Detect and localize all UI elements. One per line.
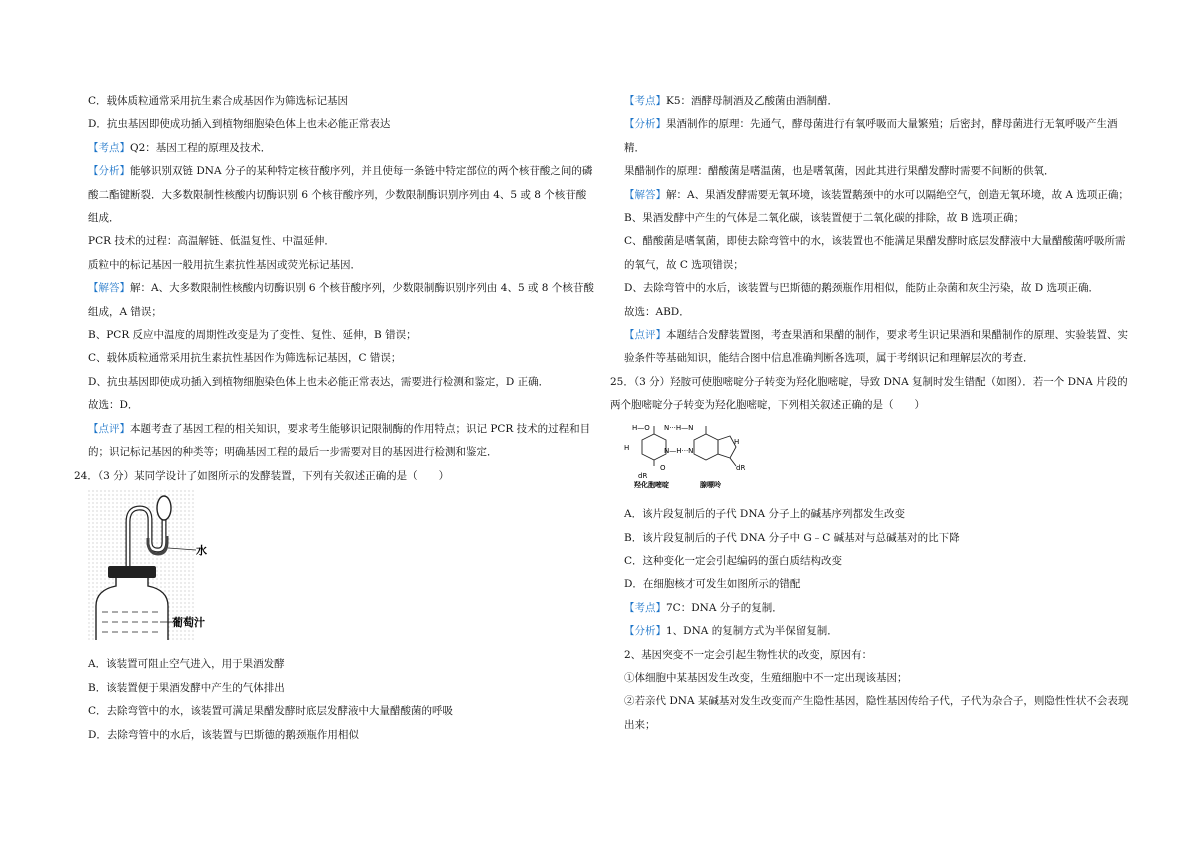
dr-label: dR: [736, 463, 746, 472]
q23-option-d: D．抗虫基因即使成功插入到植物细胞染色体上也未必能正常表达: [88, 118, 391, 131]
q24-option-c: C．去除弯管中的水，该装置可满足果醋发酵时底层发酵液中大量醋酸菌的呼吸: [88, 705, 454, 718]
fermentation-apparatus-diagram: [88, 490, 238, 640]
q23-answer: 故选：D．: [88, 399, 139, 412]
kaodian-text: Q2：基因工程的原理及技术．: [130, 141, 272, 154]
atom-label: H—O: [632, 423, 650, 432]
q23-option-c: C．载体质粒通常采用抗生素合成基因作为筛选标记基因: [88, 95, 349, 107]
fenxi-text: 果酒制作的原理：先通气，酵母菌进行有氧呼吸而大量繁殖；后密封，酵母菌进行无氧呼吸产生酒精．: [624, 118, 1118, 154]
fermentation-apparatus-figure: [88, 490, 594, 649]
dr-label: dR: [638, 471, 648, 480]
fenxi-tag: 【分析】: [624, 625, 666, 638]
q23-jieda-line: B、PCR 反应中温度的周期性改变是为了变性、复性、延伸，B 错误；: [88, 329, 417, 342]
q23-jieda-line: C、载体质粒通常采用抗生素抗性基因作为筛选标记基因，C 错误；: [88, 352, 402, 365]
q23-fenxi: [88, 160, 594, 230]
q24-option-a: A．该装置可阻止空气进入，用于果酒发酵: [88, 658, 285, 671]
kaodian-tag: 【考点】: [624, 601, 666, 614]
bulb: [157, 496, 171, 520]
q24-dianping: [624, 324, 1136, 371]
atom-label: H: [624, 443, 630, 452]
kaodian-text: K5：酒酵母制酒及乙酸菌由酒制醋．: [666, 95, 839, 107]
juice-label: 葡萄汁: [172, 615, 205, 629]
jieda-tag: 【解答】: [624, 188, 666, 201]
q24-jieda-line: B、果酒发酵中产生的气体是二氧化碳，该装置便于二氧化碳的排除，故 B 选项正确；: [624, 212, 1025, 225]
kaodian-tag: 【考点】: [88, 141, 130, 154]
hydroxycytosine-label: 羟化胞嘧啶: [634, 480, 669, 489]
h-bond-label: N···H—N: [664, 423, 694, 432]
h-bond-label: N—H···N: [664, 446, 694, 455]
q25-fenxi-line: ②若亲代 DNA 某碱基对发生改变而产生隐性基因，隐性基因传给子代，子代为杂合子，则隐性性状不会表现出来；: [624, 695, 1129, 731]
q24-option-b: B．该装置便于果酒发酵中产生的气体排出: [88, 681, 285, 694]
q25-fenxi-line: ①体细胞中某基因发生改变，生殖细胞中不一定出现该基因；: [624, 671, 908, 684]
fenxi-tag: 【分析】: [88, 165, 130, 178]
q25-kaodian: [624, 597, 1136, 620]
fenxi-text: 1、DNA 的复制方式为半保留复制．: [666, 625, 838, 638]
base-pair-figure: [624, 420, 1136, 499]
atom-label: O: [660, 463, 666, 472]
q25-option-b: B．该片段复制后的子代 DNA 分子中 G﹣C 碱基对与总碱基对的比下降: [624, 531, 960, 544]
q24-fenxi-line: 果醋制作的原理：醋酸菌是嗜温菌，也是嗜氧菌，因此其进行果醋发酵时需要不间断的供氧．: [624, 165, 1055, 178]
q24-jieda: [624, 184, 1136, 207]
fenxi-tag: 【分析】: [624, 118, 666, 131]
q23-fenxi-line: 质粒中的标记基因一般用抗生素抗性基因或荧光标记基因．: [88, 258, 361, 271]
atom-label: H: [734, 437, 740, 446]
left-column: [74, 90, 594, 747]
pyrimidine-ring: [642, 426, 666, 466]
jieda-text: 解：A、果酒发酵需要无氧环境，该装置鹅颈中的水可以隔绝空气，创造无氧环境，故 A 选项正确；: [666, 188, 1129, 201]
q25-fenxi: [624, 620, 1136, 643]
dianping-text: 本题考查了基因工程的相关知识，要求考生能够识记限制酶的作用特点；识记 PCR 技术的过程和目的；识记标记基因的种类等；明确基因工程的最后一步需要对目的基因进行检测和鉴定．: [88, 422, 591, 459]
jieda-tag: 【解答】: [88, 282, 130, 295]
q23-fenxi-line: PCR 技术的过程：高温解链、低温复性、中温延伸．: [88, 235, 335, 248]
q25-stem: 25．（3 分）羟胺可使胞嘧啶分子转变为羟化胞嘧啶，导致 DNA 复制时发生错配（如图）．若一个 DNA 片段的两个胞嘧啶分子转变为羟化胞嘧啶，下列相关叙述正确的是（ ）: [610, 375, 1128, 412]
q24-option-d: D．去除弯管中的水后，该装置与巴斯德的鹅颈瓶作用相似: [88, 728, 359, 741]
q23-jieda: [88, 277, 594, 324]
q25-option-c: C．这种变化一定会引起编码的蛋白质结构改变: [624, 554, 843, 567]
q23-kaodian: [88, 137, 594, 160]
q23-dianping: [88, 418, 594, 465]
q24-jieda-line: C、醋酸菌是嗜氧菌，即使去除弯管中的水，该装置也不能满足果醋发酵时底层发酵液中大量醋酸菌呼吸所需的氧气，故 C 选项错误；: [624, 235, 1126, 271]
purine-ring: [694, 426, 736, 466]
q25-option-d: D．在细胞核才可发生如图所示的错配: [624, 578, 801, 591]
right-column: [610, 90, 1136, 737]
q25-option-a: A．该片段复制后的子代 DNA 分子上的碱基序列都发生改变: [624, 508, 905, 521]
dianping-tag: 【点评】: [88, 422, 130, 435]
stopper: [108, 566, 156, 578]
q25-fenxi-line: 2、基因突变不一定会引起生物性状的改变，原因有：: [624, 648, 873, 661]
kaodian-tag: 【考点】: [624, 95, 666, 107]
fenxi-text: 能够识别双链 DNA 分子的某种特定核苷酸序列，并且使每一条链中特定部位的两个核苷酸之间的磷酸二酯键断裂．大多数限制性核酸内切酶识别 6 个核苷酸序列，少数限制酶识别序列由 4、5 或 8 个核苷酸组成．: [88, 165, 593, 225]
water-label: 水: [196, 543, 207, 557]
adenine-label: 腺嘌呤: [700, 480, 721, 489]
q24-jieda-line: D、去除弯管中的水后，该装置与巴斯德的鹅颈瓶作用相似，能防止杂菌和灰尘污染，故 D 选项正确．: [624, 282, 1100, 295]
dianping-tag: 【点评】: [624, 329, 666, 342]
jieda-text: 解：A、大多数限制性核酸内切酶识别 6 个核苷酸序列，少数限制酶识别序列由 4、5 或 8 个核苷酸组成，A 错误；: [88, 282, 594, 318]
kaodian-text: 7C：DNA 分子的复制．: [666, 601, 783, 614]
q24-kaodian: [624, 90, 1136, 113]
q23-jieda-line: D、抗虫基因即使成功插入到植物细胞染色体上也未必能正常表达，需要进行检测和鉴定，D 正确．: [88, 375, 550, 388]
dianping-text: 本题结合发酵装置图，考查果酒和果醋的制作，要求考生识记果酒和果醋制作的原理、实验装置、实验条件等基础知识，能结合图中信息准确判断各选项，属于考纲识记和理解层次的考查．: [624, 329, 1128, 365]
q24-stem: 24．（3 分）某同学设计了如图所示的发酵装置，下列有关叙述正确的是（ ）: [74, 469, 450, 482]
q24-answer: 故选：ABD．: [624, 305, 690, 318]
q24-fenxi: [624, 113, 1136, 160]
hydroxycytosine-adenine-diagram: [624, 420, 764, 490]
